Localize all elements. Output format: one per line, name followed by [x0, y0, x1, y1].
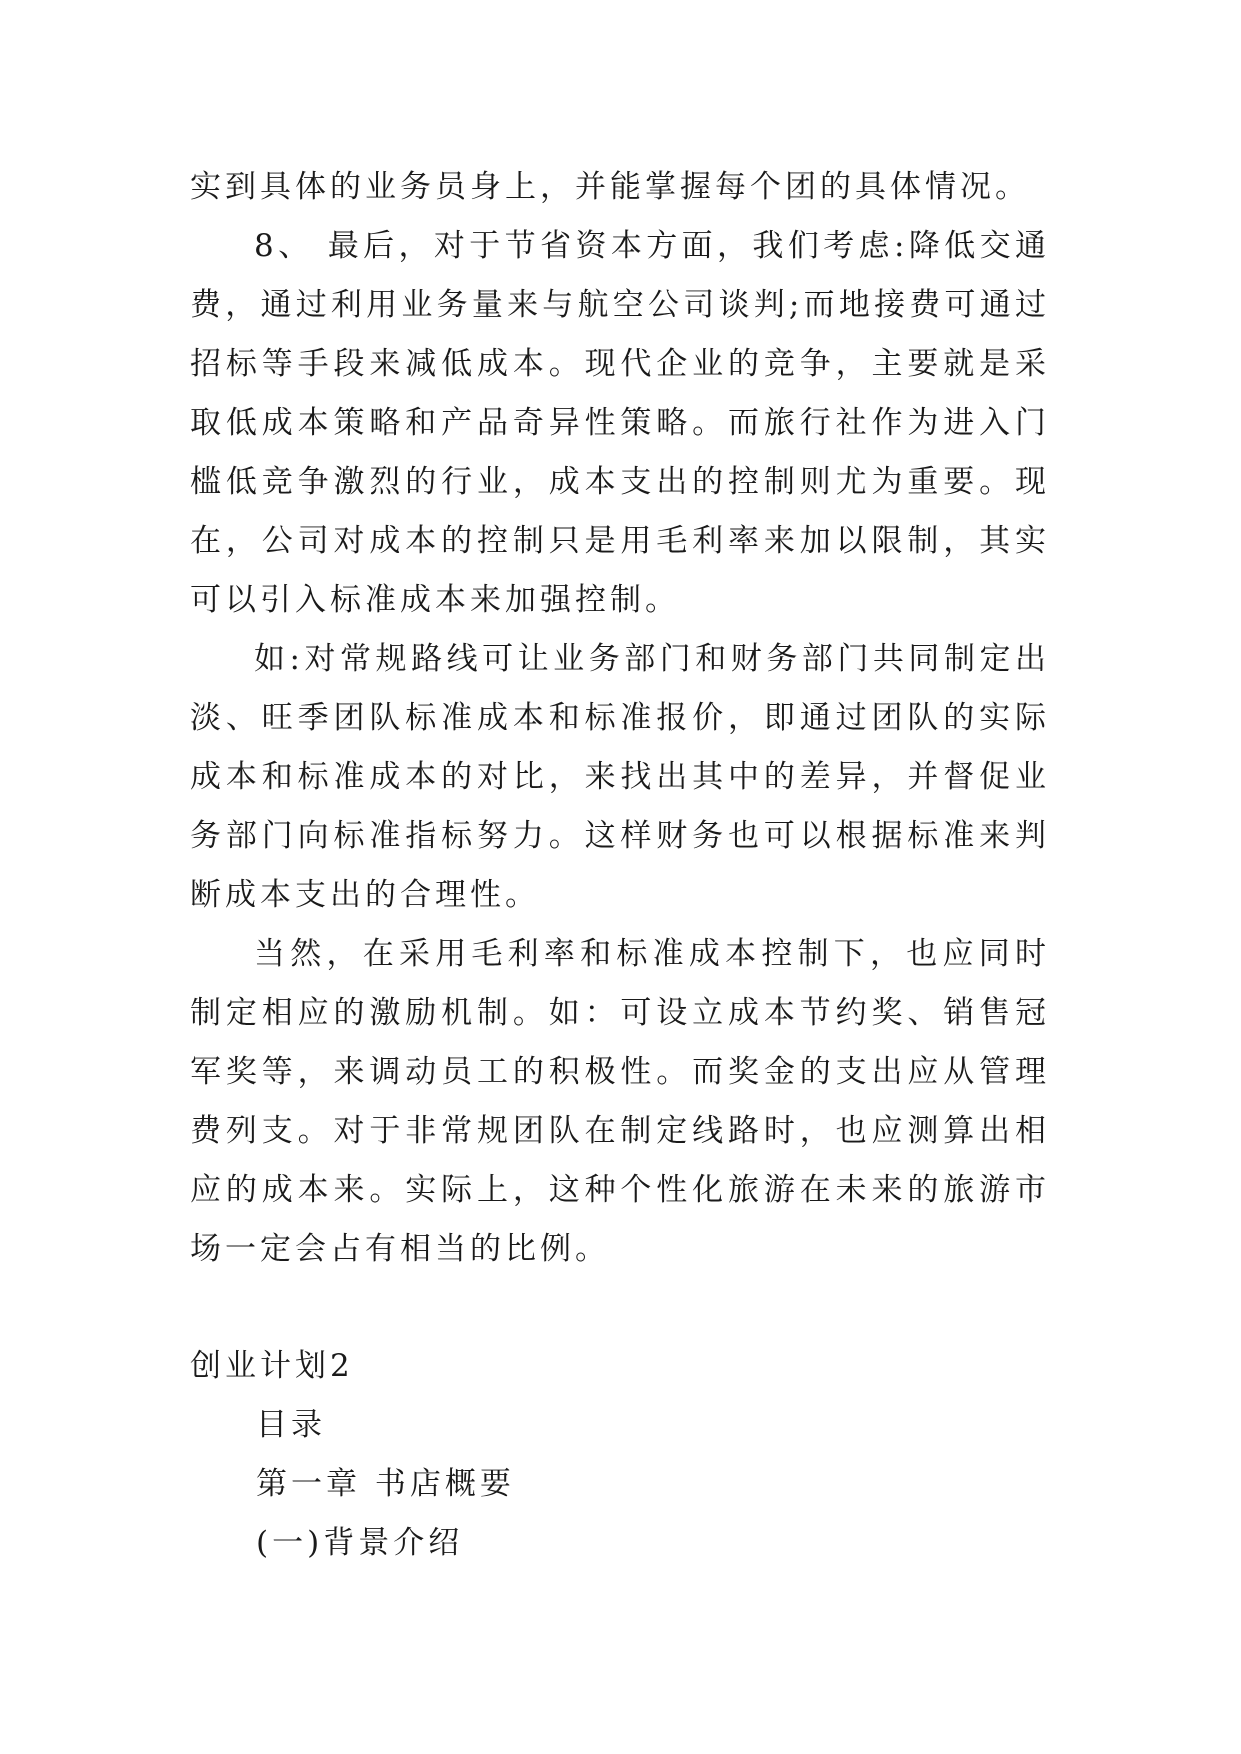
toc-title: 目录	[256, 1407, 326, 1443]
paragraph-continuation: 实到具体的业务员身上，并能掌握每个团的具体情况。	[190, 169, 1030, 205]
toc-item-background: (一)背景介绍	[256, 1525, 464, 1561]
paragraph-standard-cost-example: 如:对常规路线可让业务部门和财务部门共同制定出淡、旺季团队标准成本和标准报价，即通过团队的实际成本和标准成本的对比，来找出其中的差异，并督促业务部门向标准指标努力。这样财务也可以根据标准来判断成本支出的合理性。	[190, 641, 1050, 913]
toc-item-chapter-1: 第一章 书店概要	[256, 1466, 515, 1502]
paragraph-cost-saving: 8、 最后，对于节省资本方面，我们考虑:降低交通费，通过利用业务量来与航空公司谈判;而地接费可通过招标等手段来减低成本。现代企业的竞争，主要就是采取低成本策略和产品奇异性策略。而旅行社作为进入门槛低竞争激烈的行业，成本支出的控制则尤为重要。现在，公司对成本的控制只是用毛利率来加以限制，其实可以引入标准成本来加强控制。	[190, 228, 1050, 618]
section-gap	[190, 1279, 1050, 1337]
paragraph-incentive-mechanism: 当然，在采用毛利率和标准成本控制下，也应同时制定相应的激励机制。如：可设立成本节约奖、销售冠军奖等，来调动员工的积极性。而奖金的支出应从管理费列支。对于非常规团队在制定线路时，也应测算出相应的成本来。实际上，这种个性化旅游在未来的旅游市场一定会占有相当的比例。	[190, 936, 1050, 1267]
section-title: 创业计划2	[190, 1348, 354, 1384]
document-body	[190, 158, 1050, 1573]
